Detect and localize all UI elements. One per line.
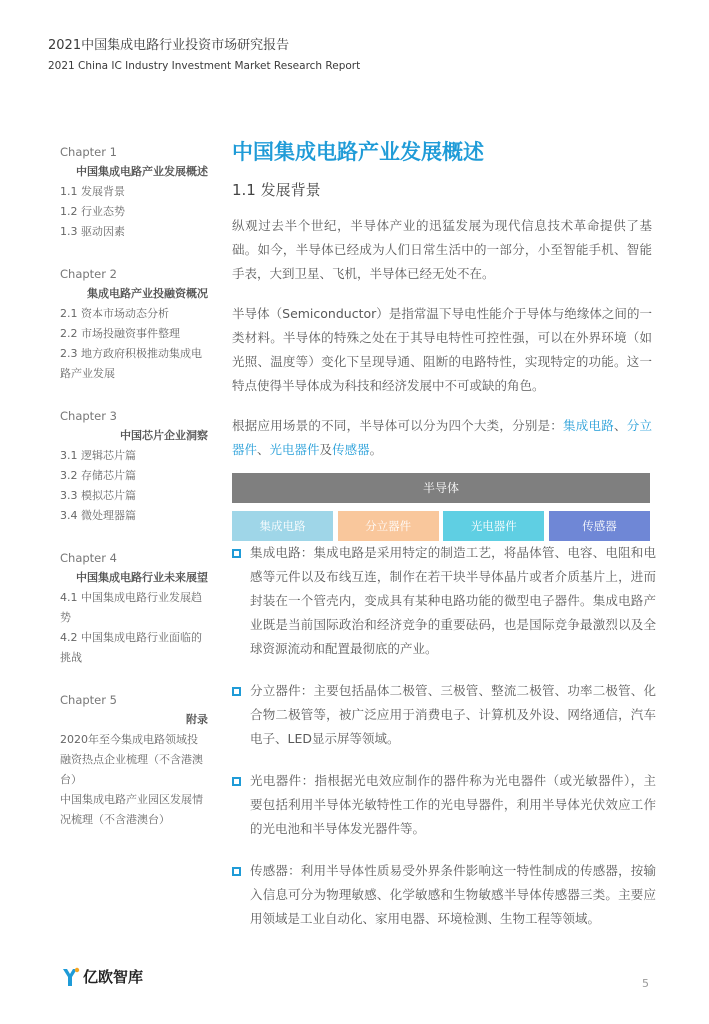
toc-item[interactable]: 1.1 发展背景 <box>60 185 125 198</box>
list-item <box>232 769 656 841</box>
report-title-en: 2021 China IC Industry Investment Market Research Report <box>48 60 361 72</box>
page-number: 5 <box>642 977 649 990</box>
square-bullet-icon <box>232 777 241 786</box>
list-item-text: 集成电路：集成电路是采用特定的制造工艺，将晶体管、电容、电阻和电感等元件以及布线互连，制作在若干块半导体晶片或者介质基片上，进而封装在一个管壳内，变成具有某种电路功能的微型电子器件。集成电路产业既是当前国际政治和经济竞争的重要砝码，也是国际竞争最激烈以及全球资源流动和配置最彻底的产业。 <box>250 545 656 656</box>
toc-item[interactable]: 1.2 行业态势 <box>60 205 125 218</box>
chapter-label: Chapter 5 <box>60 693 117 707</box>
chapter-label: Chapter 2 <box>60 267 117 281</box>
chapter-title[interactable]: 中国芯片企业洞察 <box>120 429 208 442</box>
paragraph: 半导体（Semiconductor）是指常温下导电性能介于导体与绝缘体之间的一类材料。半导体的特殊之处在于其导电特性可控性强，可以在外界环境（如光照、温度等）变化下呈现导通、阻断的电路特性，实现特定的功能。这一特点使得半导体成为科技和经济发展中不可或缺的角色。 <box>232 306 652 393</box>
list-item <box>232 679 656 751</box>
chapter-label: Chapter 4 <box>60 551 117 565</box>
text: 及 <box>319 442 333 457</box>
diagram-category-box: 集成电路 <box>232 511 333 541</box>
chapter-title[interactable]: 附录 <box>186 713 208 726</box>
text: 、 <box>257 442 270 457</box>
list-item-text: 光电器件：指根据光电效应制作的器件称为光电器件（或光敏器件），主要包括利用半导体光敏特性工作的光电导器件，利用半导体光伏效应工作的光电池和半导体发光器件等。 <box>250 773 656 836</box>
toc-item[interactable]: 中国集成电路产业园区发展情况梳理（不含港澳台） <box>60 793 203 826</box>
chapter-2 <box>60 264 208 384</box>
chapter-label: Chapter 3 <box>60 409 117 423</box>
chapter-label: Chapter 1 <box>60 145 117 159</box>
table-of-contents <box>60 142 208 852</box>
toc-item[interactable]: 2.2 市场投融资事件整理 <box>60 327 180 340</box>
chapter-title[interactable]: 集成电路产业投融资概况 <box>87 287 208 300</box>
toc-item[interactable]: 4.1 中国集成电路行业发展趋势 <box>60 591 202 624</box>
toc-item[interactable]: 3.1 逻辑芯片篇 <box>60 449 136 462</box>
chapter-title[interactable]: 中国集成电路产业发展概述 <box>76 165 208 178</box>
highlight-term: 分立器件 <box>232 418 652 457</box>
toc-item[interactable]: 2.3 地方政府积极推动集成电路产业发展 <box>60 347 202 380</box>
toc-item[interactable]: 3.3 模拟芯片篇 <box>60 489 136 502</box>
diagram-category-row <box>232 511 650 541</box>
square-bullet-icon <box>232 549 241 558</box>
page-title: 中国集成电路产业发展概述 <box>232 140 484 164</box>
list-item <box>232 859 656 931</box>
main-content <box>232 136 652 462</box>
logo-text: 亿欧智库 <box>83 968 144 986</box>
report-title-cn: 2021中国集成电路行业投资市场研究报告 <box>48 38 290 53</box>
toc-item[interactable]: 2.1 资本市场动态分析 <box>60 307 169 320</box>
chapter-5 <box>60 690 208 830</box>
chapter-1 <box>60 142 208 242</box>
toc-item[interactable]: 3.2 存储芯片篇 <box>60 469 136 482</box>
list-item-text: 分立器件：主要包括晶体二极管、三极管、整流二极管、功率二极管、化合物二极管等，被广泛应用于消费电子、计算机及外设、网络通信，汽车电子、LED显示屏等领域。 <box>250 683 656 746</box>
yiou-logo-icon <box>62 967 80 987</box>
highlight-term: 传感器 <box>332 442 370 457</box>
toc-item[interactable]: 1.3 驱动因素 <box>60 225 125 238</box>
semiconductor-category-diagram <box>232 473 650 541</box>
highlight-term: 集成电路 <box>563 418 614 433</box>
toc-item[interactable]: 4.2 中国集成电路行业面临的挑战 <box>60 631 202 664</box>
text: 、 <box>613 418 627 433</box>
highlight-term: 光电器件 <box>269 442 320 457</box>
square-bullet-icon <box>232 687 241 696</box>
chapter-4 <box>60 548 208 668</box>
brand-logo <box>62 966 143 987</box>
chapter-3 <box>60 406 208 526</box>
diagram-category-box: 传感器 <box>549 511 650 541</box>
list-item <box>232 541 656 661</box>
toc-item[interactable]: 3.4 微处理器篇 <box>60 509 136 522</box>
toc-item[interactable]: 2020年至今集成电路领域投融资热点企业梳理（不含港澳台） <box>60 733 203 786</box>
text: 根据应用场景的不同，半导体可以分为四个大类，分别是： <box>232 418 564 433</box>
diagram-root-box: 半导体 <box>232 473 650 503</box>
paragraph-categories <box>232 414 652 462</box>
chapter-title[interactable]: 中国集成电路行业未来展望 <box>76 571 208 584</box>
square-bullet-icon <box>232 867 241 876</box>
text: 。 <box>369 442 383 457</box>
paragraph: 纵观过去半个世纪，半导体产业的迅猛发展为现代信息技术革命提供了基础。如今，半导体已经成为人们日常生活中的一部分，小至智能手机、智能手表，大到卫星、飞机，半导体已经无处不在。 <box>232 218 652 281</box>
list-item-text: 传感器：利用半导体性质易受外界条件影响这一特性制成的传感器，按输入信息可分为物理敏感、化学敏感和生物敏感半导体传感器三类。主要应用领域是工业自动化、家用电器、环境检测、生物工程等领域。 <box>250 863 656 926</box>
diagram-category-box: 分立器件 <box>338 511 439 541</box>
diagram-category-box: 光电器件 <box>443 511 544 541</box>
bullet-list <box>232 541 656 949</box>
section-heading: 1.1 发展背景 <box>232 181 321 199</box>
